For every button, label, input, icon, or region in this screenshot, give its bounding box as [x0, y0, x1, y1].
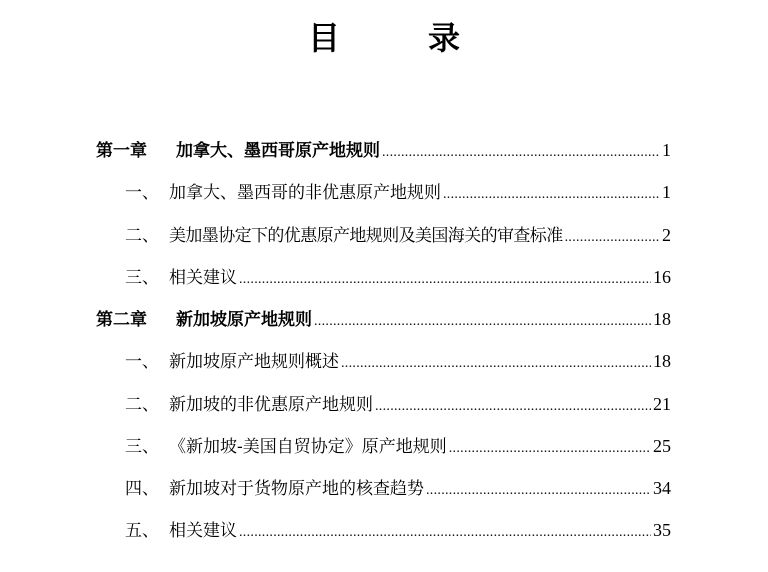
entry-title: 新加坡的非优惠原产地规则 — [169, 395, 373, 415]
dot-leader — [239, 519, 651, 545]
entry-page-number: 34 — [653, 478, 671, 498]
dot-leader — [565, 224, 660, 250]
entry-title: 美加墨协定下的优惠原产地规则及美国海关的审查标准 — [169, 226, 563, 246]
page-title: 目 录 — [307, 19, 488, 57]
entry-page-number: 35 — [653, 520, 671, 540]
entry-page-number: 1 — [662, 140, 671, 160]
entry-title: 加拿大、墨西哥的非优惠原产地规则 — [169, 183, 441, 203]
toc-section-2-4[interactable] — [125, 476, 671, 500]
dot-leader — [382, 139, 660, 165]
entry-number: 五、 — [125, 521, 159, 541]
toc-section-2-3[interactable] — [125, 434, 671, 458]
dot-leader — [426, 477, 651, 503]
entry-number: 第二章 — [96, 310, 147, 330]
entry-page-number: 2 — [662, 225, 671, 245]
entry-number: 二、 — [125, 226, 159, 246]
toc-section-1-1[interactable] — [125, 180, 671, 204]
toc-chapter-2[interactable] — [96, 307, 671, 331]
entry-page-number: 1 — [662, 182, 671, 202]
entry-title: 相关建议 — [169, 521, 237, 541]
entry-number: 第一章 — [96, 141, 147, 161]
entry-number: 三、 — [125, 268, 159, 288]
entry-number: 一、 — [125, 352, 159, 372]
entry-page-number: 21 — [653, 394, 671, 414]
entry-title: 加拿大、墨西哥原产地规则 — [176, 141, 380, 161]
entry-page-number: 25 — [653, 436, 671, 456]
entry-title: 新加坡对于货物原产地的核查趋势 — [169, 479, 424, 499]
entry-page-number: 18 — [653, 309, 671, 329]
entry-number: 一、 — [125, 183, 159, 203]
dot-leader — [443, 181, 660, 207]
entry-number: 四、 — [125, 479, 159, 499]
entry-title: 《新加坡-美国自贸协定》原产地规则 — [169, 437, 447, 457]
toc-section-2-2[interactable] — [125, 392, 671, 416]
entry-page-number: 18 — [653, 351, 671, 371]
entry-title: 新加坡原产地规则 — [176, 310, 312, 330]
toc-section-1-3[interactable] — [125, 265, 671, 289]
dot-leader — [341, 350, 651, 376]
toc-section-2-1[interactable] — [125, 349, 671, 373]
toc-chapter-1[interactable] — [96, 138, 671, 162]
entry-page-number: 16 — [653, 267, 671, 287]
toc-section-2-5[interactable] — [125, 518, 671, 542]
dot-leader — [449, 435, 651, 461]
dot-leader — [239, 266, 651, 292]
entry-number: 二、 — [125, 395, 159, 415]
toc-section-1-2[interactable] — [125, 223, 671, 247]
dot-leader — [375, 393, 651, 419]
entry-title: 新加坡原产地规则概述 — [169, 352, 339, 372]
entry-title: 相关建议 — [169, 268, 237, 288]
dot-leader — [314, 308, 651, 334]
entry-number: 三、 — [125, 437, 159, 457]
